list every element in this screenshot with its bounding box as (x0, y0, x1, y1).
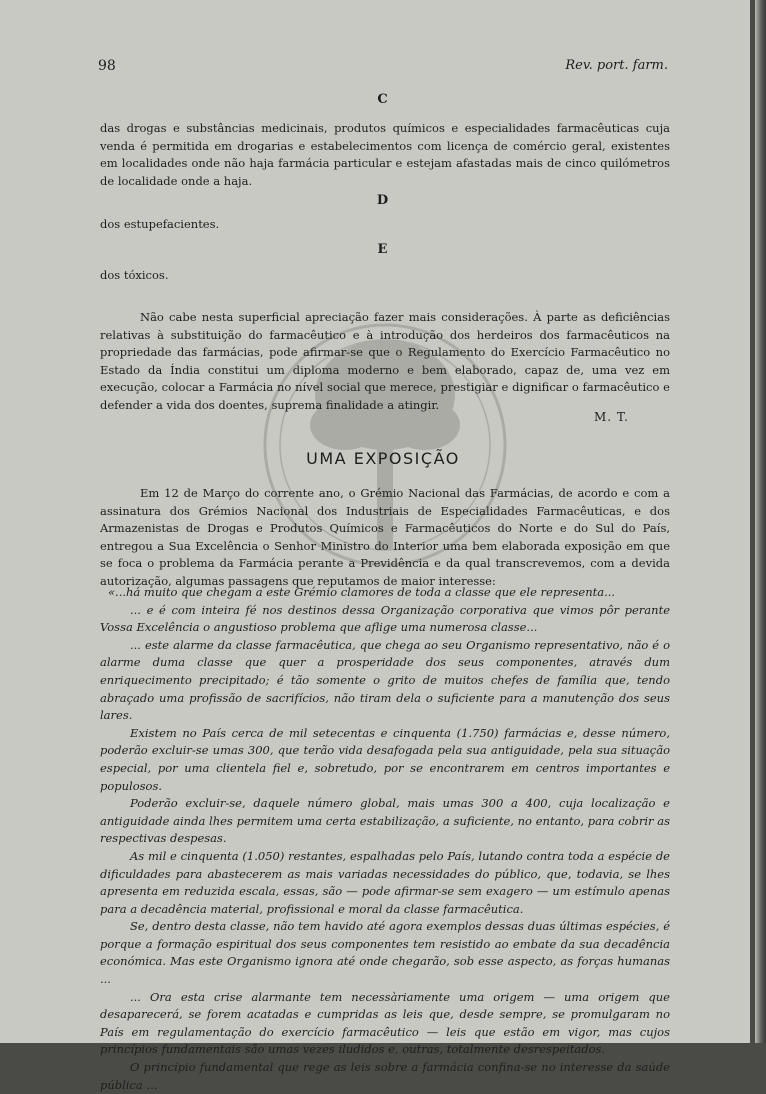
quote-paragraph: «...há muito que chegam a este Grémio clamores de toda a classe que ele representa... (108, 585, 616, 599)
article-title: UMA EXPOSIÇÃO (306, 449, 460, 468)
page-edge-shadow (755, 0, 766, 1043)
conclusion-paragraph: Não cabe nesta superficial apreciação fazer mais considerações. À parte as deficiências relativas à substituição do farmacêutico e à introdução dos herdeiros dos farmacêuticos na propriedade das farmácias, pode afirmar-se que o Regulamento do Exercício Farmacêutico no Estado da Índia constitui um diploma moderno e bem elaborado, capaz de, uma vez em execução, colocar a Farmácia no nível social que merece, prestigiar e dignificar o farmacêutico e defender a vida dos doentes, suprema finalidade a atingir. (100, 310, 670, 412)
section-c-text: das drogas e substâncias medicinais, produtos químicos e especialidades farmacêuticas cuja venda é permitida em drogarias e estabelecimentos com licença de comércio geral, existentes em localidades onde não haja farmácia particular e estejam afastadas mais de cinco quilómetros de localidade onde a haja. (100, 121, 670, 188)
article-intro: Em 12 de Março do corrente ano, o Grémio Nacional das Farmácias, de acordo e com a assinatura dos Grémios Nacional dos Industriais de Especialidades Farmacêuticas, e dos Armazenistas de Drogas e Produtos Químicos e Farmacêuticos do Norte e do Sul do País, entregou a Sua Excelência o Senhor Ministro do Interior uma bem elaborada exposição em que se foca o problema da Farmácia perante a Previdência e da qual transcrevemos, com a devida autorização, algumas passagens que reputamos de maior interesse: (100, 486, 670, 588)
quote-paragraph: As mil e cinquenta (1.050) restantes, espalhadas pelo País, lutando contra toda a espécie de dificuldades para abastecerem as mais variadas necessidades do público, que, todavia, se lhes apresenta em reduzida escala, essas, são — pode afirmar-se sem exagero — um estímulo apenas para a decadência material, profissional e moral da classe farmacêutica. (100, 848, 670, 916)
section-d-text: dos estupefacientes. (100, 217, 220, 231)
journal-title: Rev. port. farm. (565, 58, 668, 73)
section-letter-e: E (377, 242, 389, 257)
quote-paragraph: Se, dentro desta classe, não tem havido até agora exemplos dessas duas últimas espécies, é porque a formação espiritual dos seus componentes tem resistido ao embate da sua decadência económica. Mas este Organismo ignora até onde chegarão, sob esse aspecto, as forças humanas ... (100, 919, 670, 987)
author-signature: M. T. (594, 410, 629, 424)
page-number: 98 (98, 58, 116, 74)
quote-paragraph: Existem no País cerca de mil setecentas e cinquenta (1.750) farmácias e, desse número, poderão excluir-se umas 300, que terão vida desafogada pela sua antiguidade, pela sua situação especial, por uma clientela fiel e, sobretudo, por se encontrarem em centros importantes e populosos. (100, 725, 670, 793)
section-letter-c: C (377, 92, 389, 107)
article-quotes (100, 584, 670, 1094)
quote-paragraph: ... e é com inteira fé nos destinos dessa Organização corporativa que vimos pôr perante Vossa Excelência o angustioso problema que aflige uma numerosa classe... (100, 602, 670, 635)
quote-paragraph: Poderão excluir-se, daquele número global, mais umas 300 a 400, cuja localização e antiguidade ainda lhes permitem uma certa estabilização, a suficiente, no entanto, para cobrir as respectivas despesas. (100, 796, 670, 846)
section-letter-d: D (376, 193, 390, 208)
quote-paragraph: ... Ora esta crise alarmante tem necessàriamente uma origem — uma origem que desaparecerá, se forem acatadas e cumpridas as leis que, desde sempre, se promulgaram no País em regulamentação do exercício farmacêutico — leis que estão em vigor, mas cujos princípios fundamentais são umas vezes iludidos e, outras, totalmente desrespeitados. (100, 989, 670, 1057)
quote-paragraph: O princípio fundamental que rege as leis sobre a farmácia confina-se no interesse da saúde pública ... (100, 1060, 670, 1092)
section-e-text: dos tóxicos. (100, 268, 169, 282)
quote-paragraph: ... este alarme da classe farmacêutica, que chega ao seu Organismo representativo, não é o alarme duma classe que quer a prosperidade dos seus componentes, através dum enriquecimento precipitado; é tão somente o grito de muitos chefes de família que, tendo abraçado uma profissão de sacrifícios, não tiram dela o suficiente para a manutenção dos seus lares. (100, 637, 670, 723)
